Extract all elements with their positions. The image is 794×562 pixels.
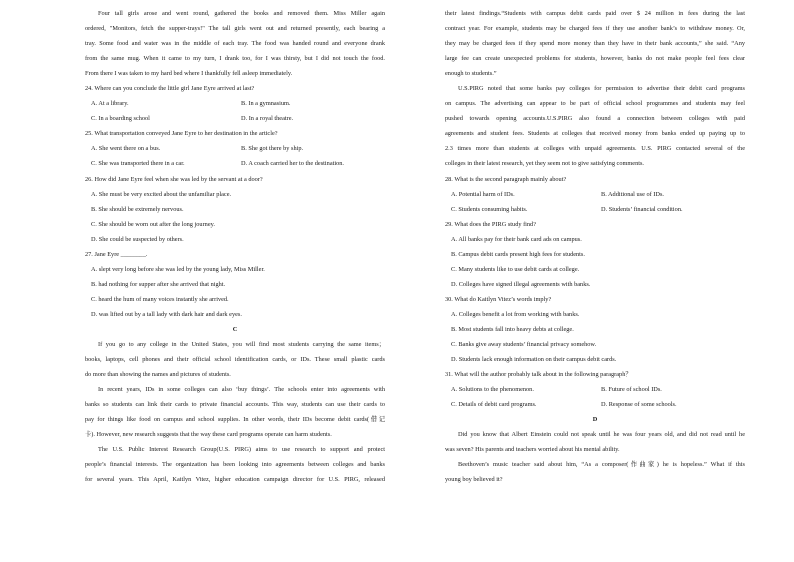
option-row — [445, 187, 745, 202]
passage-line: banks so students can link their cards to private financial accounts. This way, students can use their cards to — [85, 401, 385, 409]
option-a: A. She went there on a bus. — [91, 145, 161, 153]
option-a: A. Potential harm of IDs. — [451, 190, 515, 198]
option-c: C. In a boarding school — [91, 115, 150, 123]
passage-line: In recent years, IDs in some colleges can also ‘buy things’. The schools enter into agreements with — [98, 386, 385, 394]
option-a: A. Solutions to the phenomenon. — [451, 386, 534, 394]
option-c: C. Details of debit card programs. — [451, 401, 537, 409]
passage-line: young boy believed it? — [445, 476, 503, 484]
question-stem: 31. What will the author probably talk about in the following paragraph？ — [445, 371, 632, 379]
option-d: D. Students lack enough information on their campus debit cards. — [451, 356, 617, 364]
option-row — [85, 111, 385, 126]
option-b: B. In a gymnasium. — [241, 100, 291, 108]
option-row — [85, 156, 385, 171]
question-stem: 24. Where can you conclude the little girl Jane Eyre arrived at last? — [85, 85, 255, 93]
option-b: B. Campus debit cards present high fees for students. — [451, 250, 585, 258]
passage-line: enough to students.” — [445, 70, 497, 78]
section-heading: C — [232, 325, 238, 333]
option-d: D. was lifted out by a tall lady with dark hair and dark eyes. — [91, 310, 242, 318]
option-d: D. She could be suspected by others. — [91, 235, 184, 243]
passage-line: do more than showing the names and pictures of students. — [85, 371, 231, 379]
passage-line: was seven? His parents and teachers worried about his mental ability. — [445, 446, 620, 454]
passage-line: ordered, "Monitors, fetch the supper-trays!" The tall girls went out and returned presently, each bearing a — [85, 25, 385, 33]
passage-line: colleges in their latest research, yet they seem not to give satisfying comments. — [445, 160, 644, 168]
option-d: D. In a royal theatre. — [241, 115, 294, 123]
passage-line: U.S.PIRG noted that some banks pay colleges for permission to advertise their debit card programs — [458, 85, 745, 93]
option-row — [445, 202, 745, 217]
passage-line: agreements and student fees. Students at colleges that received money from banks ended up paying up to — [445, 130, 745, 138]
passage-line: their latest findings.“Students with campus debit cards paid over $ 24 million in fees during the last — [445, 10, 745, 17]
right-column — [445, 6, 745, 488]
option-b: B. had nothing for supper after she arrived that night. — [91, 280, 226, 288]
option-a: A. slept very long before she was led by the young lady, Miss Miller. — [91, 265, 265, 273]
option-row — [85, 141, 385, 156]
option-c: C. She should be worn out after the long journey. — [91, 220, 215, 228]
passage-line: If you go to any college in the United States, you will find most students carrying the same items； — [98, 341, 385, 349]
option-row — [445, 382, 745, 397]
passage-line: books, laptops, cell phones and their official school identification cards, or IDs. These small plastic cards — [85, 356, 385, 364]
option-c: C. Students consuming habits. — [451, 205, 528, 213]
question-stem: 27. Jane Eyre ________. — [85, 250, 148, 258]
option-row — [445, 397, 745, 412]
option-d: D. Students’ financial condition. — [601, 205, 683, 213]
passage-line: Four tall girls arose and went round, gathered the books and removed them. Miss Miller again — [98, 10, 385, 17]
passage-line: The U.S. Public Interest Research Group(U.S. PIRG) aims to use research to support and protect — [98, 446, 385, 454]
passage-line: From there I was taken to my hard bed where I thankfully fell asleep immediately. — [85, 70, 293, 78]
question-stem: 28. What is the second paragraph mainly about? — [445, 175, 567, 183]
question-stem: 29. What does the PIRG study find? — [445, 220, 537, 228]
question-stem: 25. What transportation conveyed Jane Eyre to her destination in the article? — [85, 130, 278, 138]
passage-line: contract year. For example, students may be charged fees if they use another bank’s to withdraw money. Or, — [445, 25, 745, 33]
option-d: D. A coach carried her to the destination. — [241, 160, 344, 168]
section-heading: D — [592, 416, 598, 424]
option-b: B. She got there by ship. — [241, 145, 304, 153]
option-c: C. heard the hum of many voices instantly she arrived. — [91, 295, 229, 303]
passage-line: 2.3 times more than students at colleges with unpaid agreements. U.S. PIRG contacted several of the — [445, 145, 745, 153]
option-d: D. Colleges have signed illegal agreements with banks. — [451, 280, 591, 288]
option-a: A. All banks pay for their bank card ads on campus. — [451, 235, 582, 243]
passage-line: on campus. The advertising can appear to be part of official school programmes and students may feel — [445, 100, 745, 108]
option-a: A. At a library. — [91, 100, 129, 108]
passage-line: Did you know that Albert Einstein could not speak until he was four years old, and did not read until he — [458, 431, 745, 439]
option-a: A. She must be very excited about the unfamiliar place. — [91, 190, 232, 198]
option-b: B. She should be extremely nervous. — [91, 205, 184, 213]
option-b: B. Most students fall into heavy debts at college. — [451, 325, 574, 333]
question-stem: 26. How did Jane Eyre feel when she was led by the servant at a door? — [85, 175, 263, 183]
left-column — [85, 6, 385, 488]
option-b: B. Future of school IDs. — [601, 386, 662, 394]
option-c: C. Banks give away students’ financial privacy somehow. — [451, 341, 597, 349]
option-c: C. Many students like to use debit cards at college. — [451, 265, 580, 273]
passage-line: they may be charged fees if they spend more money than they have in their bank accounts,” she said. “Any — [445, 40, 745, 48]
option-row — [85, 96, 385, 111]
passage-line: 卡). However, new research suggests that the way these card programs operate can harm students. — [85, 431, 332, 439]
option-b: B. Additional use of IDs. — [601, 190, 664, 198]
passage-line: pay for things like food on campus and school supplies. In other words, their IDs become debit cards(借记 — [85, 416, 385, 424]
passage-line: large fee can create unexpected problems for students, however, banks do not make people feel fees clear — [445, 55, 745, 63]
passage-line: people’s financial interests. The organization has been looking into agreements between colleges and banks — [85, 461, 385, 469]
passage-line: Beethoven’s music teacher said about him, “As a composer(作曲家) he is hopeless.” What if this — [458, 461, 745, 469]
option-c: C. She was transported there in a car. — [91, 160, 185, 168]
option-a: A. Colleges benefit a lot from working with banks. — [451, 310, 580, 318]
passage-line: from the same mug. When it came to my turn, I drank too, for I was thirsty, but I did not touch the food. — [85, 55, 385, 63]
passage-line: pushed towards opening accounts.U.S.PIRG also found a connection between colleges with paid — [445, 115, 745, 123]
passage-line: tray. Some food and water was in the middle of each tray. The food was handed round and everyone drank — [85, 40, 385, 48]
option-d: D. Response of some schools. — [601, 401, 677, 409]
question-stem: 30. What do Kaitlyn Vitez’s words imply? — [445, 295, 552, 303]
passage-line: for several years. This April, Kaitlyn Vitez, higher education campaign director for U.S. PIRG, released — [85, 476, 385, 484]
